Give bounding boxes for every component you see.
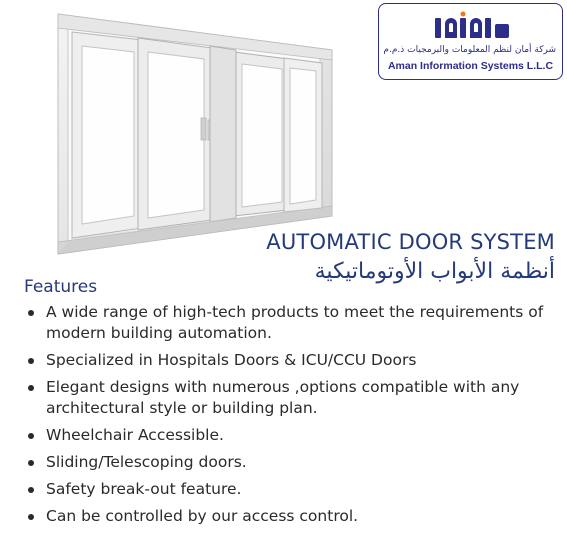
feature-item: Elegant designs with numerous ,options compatible with any architectural style or building plan. [24, 377, 559, 419]
features-heading: Features [24, 277, 98, 297]
sliding-door-image [50, 10, 340, 255]
logo-arabic-name: شركة أمان لنظم المعلومات والبرمجيات ذ.م.م [383, 45, 556, 55]
features-list [24, 302, 559, 533]
logo-english-name: Aman Information Systems L.L.C [387, 60, 554, 72]
page-title-arabic: أنظمة الأبواب الأوتوماتيكية [314, 259, 555, 284]
feature-item: Sliding/Telescoping doors. [24, 452, 559, 473]
page-title-english: AUTOMATIC DOOR SYSTEM [266, 230, 555, 254]
feature-item: Safety break-out feature. [24, 479, 559, 500]
feature-item: Can be controlled by our access control. [24, 506, 559, 527]
feature-item: Specialized in Hospitals Doors & ICU/CCU Doors [24, 350, 559, 371]
feature-item: A wide range of high-tech products to meet the requirements of modern building automation. [24, 302, 559, 344]
aman-logo-mark [433, 10, 511, 40]
feature-item: Wheelchair Accessible. [24, 425, 559, 446]
company-logo [378, 3, 563, 80]
